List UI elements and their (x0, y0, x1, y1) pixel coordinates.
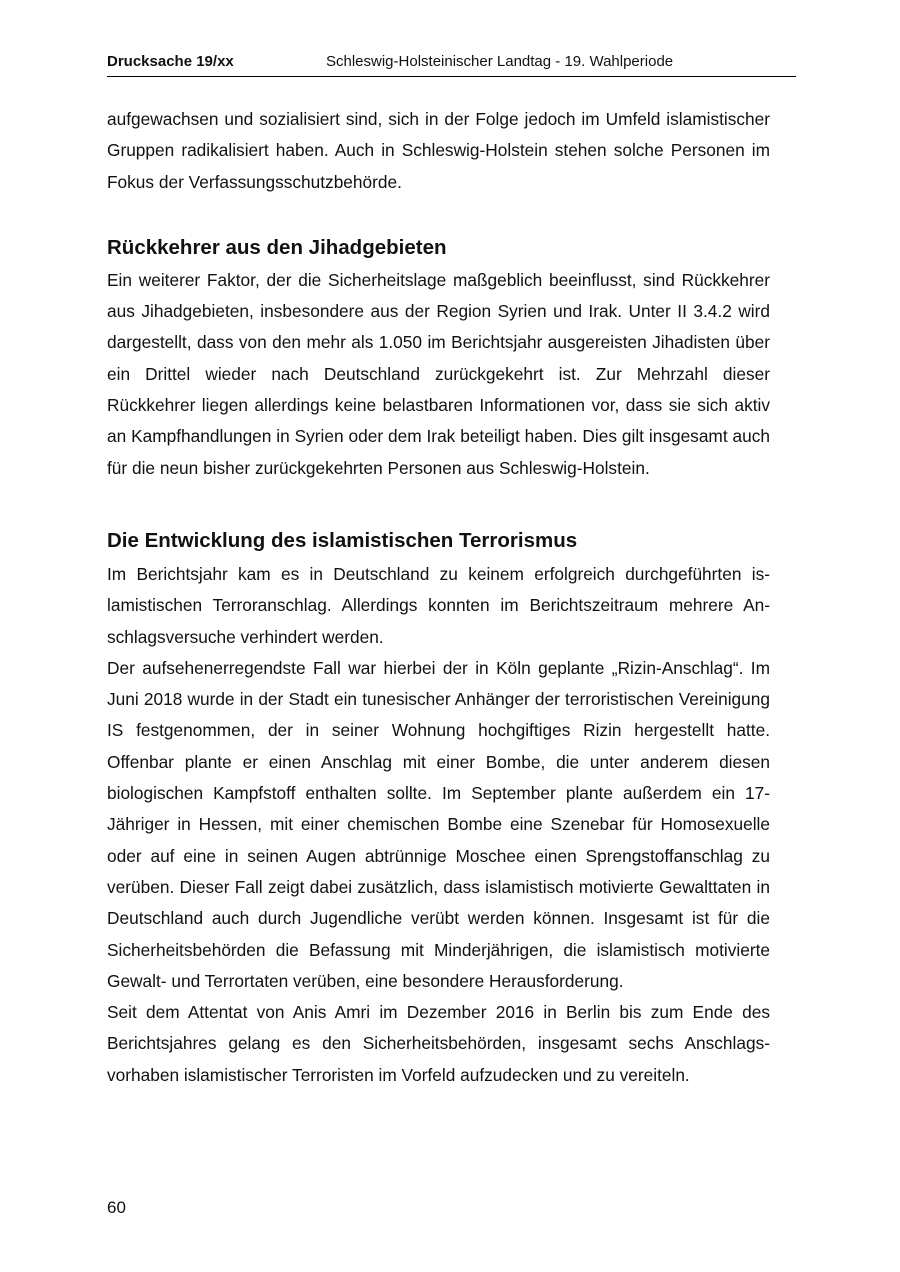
section-paragraph-terrorismus-1: Im Berichtsjahr kam es in Deutschland zu keinem erfolgreich durchgeführten islamistischen Terroranschlag. Allerdings konnten im Berichtszeitraum mehrere Anschlagsversuche verhindert werden. (107, 563, 770, 647)
section-paragraph-terrorismus-2: Der aufsehenerregendste Fall war hierbei der in Köln geplante „Rizin-Anschlag“. Im Juni 2018 wurde in der Stadt ein tunesischer Anhänger der terroristischen Vereinigung IS festgenommen, der in seiner Wohnung hochgiftiges Rizin hergestellt hatte. Offenbar plante er einen Anschlag mit einer Bombe, die unter anderem diesen biologischen Kampfstoff enthalten sollte. Im September plante außerdem ein 17-Jähriger in Hessen, mit einer chemischen Bombe eine Szenebar für Homosexuelle oder auf eine in seinen Augen abtrünnige Moschee einen Sprengstoffanschlag zu verüben. Dieser Fall zeigt dabei zusätzlich, dass islamistisch motivierte Gewalttaten in Deutschland auch durch Jugendliche verübt werden können. Insgesamt ist für die Sicherheitsbehörden die Befassung mit Minderjährigen, die islamistisch motivierte Gewalt- und Terrortaten verüben, eine besondere Herausforderung. (107, 657, 770, 991)
document-number: Drucksache 19/xx (107, 53, 234, 70)
section-heading-terrorismus: Die Entwicklung des islamistischen Terrorismus (107, 528, 578, 552)
page-content (107, 104, 770, 1091)
page-number: 60 (107, 1198, 126, 1217)
intro-paragraph: aufgewachsen und sozialisiert sind, sich in der Folge jedoch im Umfeld islamistischer Gruppen radikalisiert haben. Auch in Schleswig-Holstein stehen solche Personen im Fokus der Verfassungsschutzbehörde. (107, 109, 770, 192)
section-paragraph-rueckkehrer: Ein weiterer Faktor, der die Sicherheitslage maßgeblich beeinflusst, sind Rückkehrer aus Jihadgebieten, insbesondere aus der Region Syrien und Irak. Unter II 3.4.2 wird dargestellt, dass von den mehr als 1.050 im Berichtsjahr ausgereisten Jihadisten über ein Drittel wieder nach Deutschland zurückgekehrt ist. Zur Mehrzahl dieser Rückkehrer liegen allerdings keine belastbaren Informationen vor, dass sie sich aktiv an Kampfhandlungen in Syrien oder dem Irak beteiligt haben. Dies gilt insgesamt auch für die neun bisher zurückgekehrten Personen aus Schleswig-Holstein. (107, 269, 770, 478)
page-header (107, 52, 796, 77)
section-paragraph-terrorismus-3: Seit dem Attentat von Anis Amri im Dezember 2016 in Berlin bis zum Ende des Berichtsjahres gelang es den Sicherheitsbehörden, insgesamt sechs Anschlagsvorhaben islamistischer Terroristen im Vorfeld aufzudecken und zu vereiteln. (107, 1002, 770, 1085)
section-heading-rueckkehrer: Rückkehrer aus den Jihadgebieten (107, 235, 447, 259)
landtag-title: Schleswig-Holsteinischer Landtag - 19. Wahlperiode (326, 53, 674, 70)
